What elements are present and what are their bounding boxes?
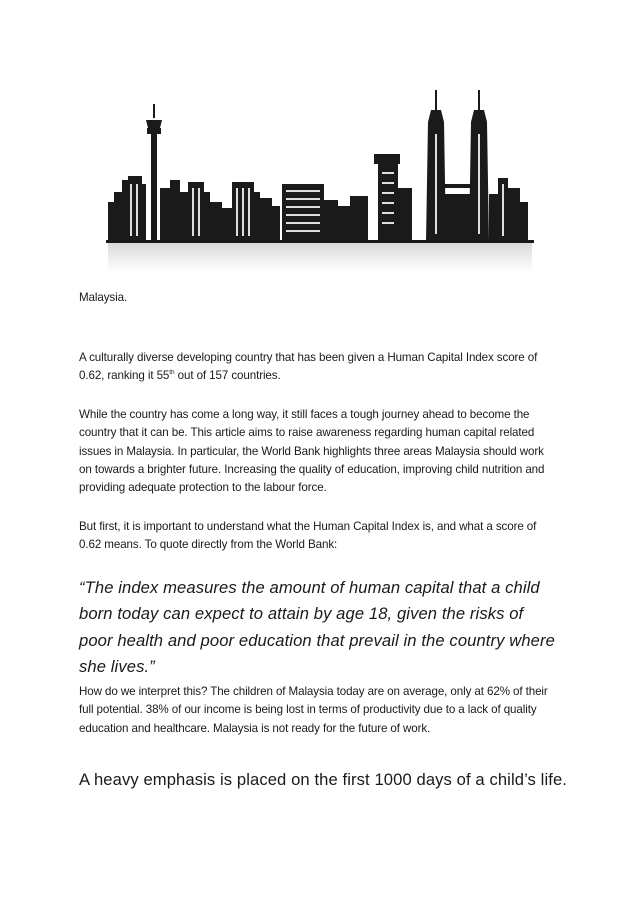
- intro-text-after: out of 157 countries.: [174, 369, 281, 383]
- intro-text-before: A culturally diverse developing country that has been given a Human Capital Index score of 0.62, ranking it 55: [79, 351, 538, 383]
- kuala-lumpur-skyline-image: [100, 84, 540, 274]
- world-bank-quote: “The index measures the amount of human capital that a child born today can expect to attain by age 18, given the risks of poor health and poor education that prevail in the country where she lives.”: [79, 578, 555, 676]
- ordinal-suffix: th: [169, 369, 175, 377]
- awareness-paragraph: While the country has come a long way, it still faces a tough journey ahead to become the country that it can be. This article aims to raise awareness regarding human capital related issues in Malaysia. In particular, the World Bank highlights three areas Malaysia should work on towards a brighter future. Increasing the quality of education, improving child nutrition and providing adequate protection to the labour force.: [79, 408, 545, 495]
- hci-definition-intro-paragraph: But first, it is important to understand what the Human Capital Index is, and what a score of 0.62 means. To quote directly from the World Bank:: [79, 520, 537, 552]
- interpretation-paragraph: How do we interpret this? The children of Malaysia today are on average, only at 62% of their full potential. 38% of our income is being lost in terms of productivity due to a lack of quality education and healthcare. Malaysia is not ready for the future of work.: [79, 685, 548, 735]
- intro-paragraph: [79, 349, 559, 386]
- city-label: Malaysia.: [79, 291, 128, 304]
- section-heading: A heavy emphasis is placed on the first 1000 days of a child’s life.: [79, 770, 567, 789]
